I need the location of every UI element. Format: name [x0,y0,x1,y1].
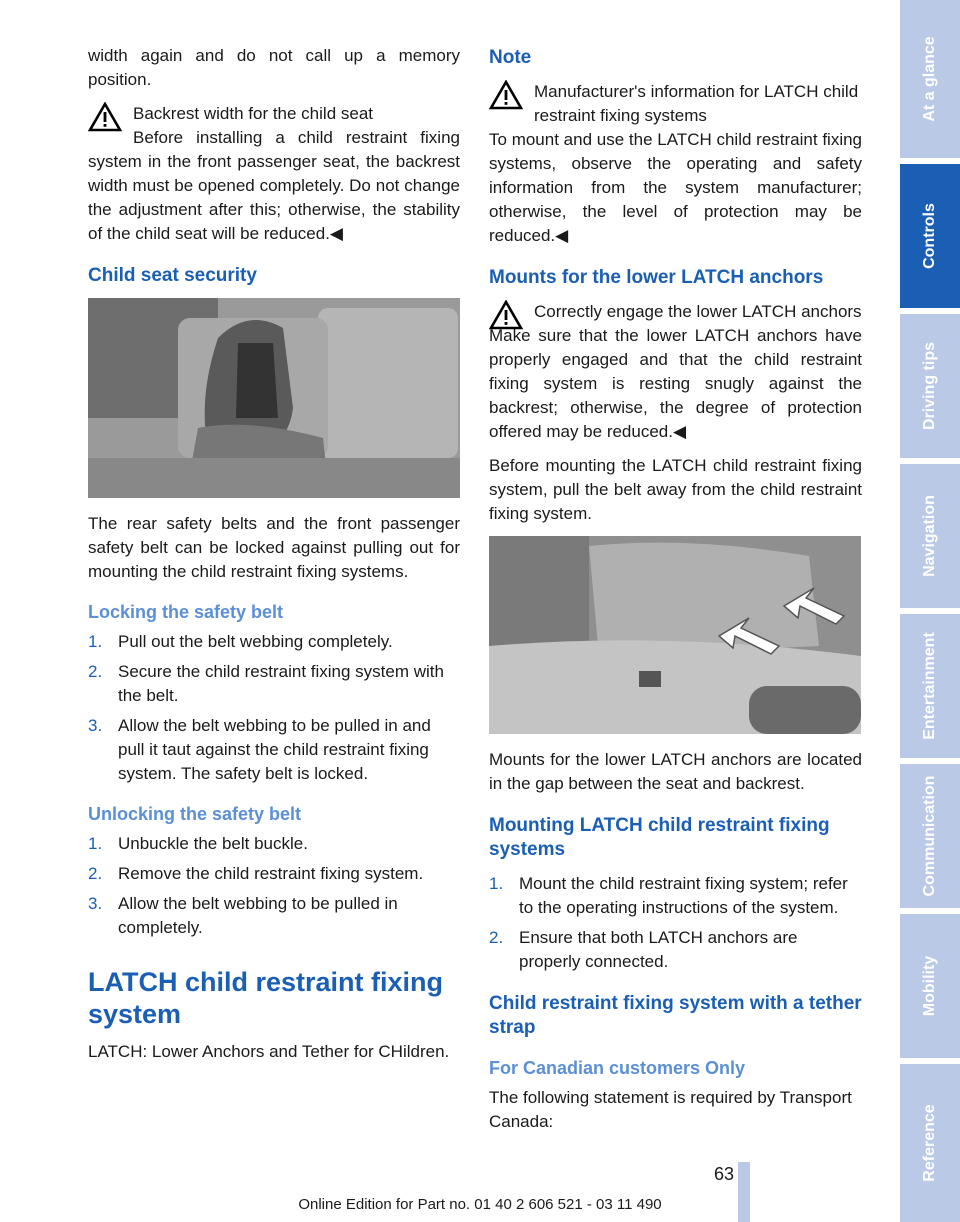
latch-mounts-photo [489,536,861,734]
warning-manufacturer [489,80,862,248]
heading-mounting-latch: Mounting LATCH child restraint fixing systems [489,815,830,860]
tab-entertainment[interactable]: Entertainment [900,614,960,758]
warning-backrest [88,102,460,246]
latch-definition: LATCH: Lower Anchors and Tether for CHildren. [88,1042,450,1061]
mounting-steps [489,872,862,974]
tab-navigation[interactable]: Navigation [900,464,960,608]
before-mounting-text: Before mounting the LATCH child restraint fixing system, pull the belt away from the child restraint fixing system. [489,456,862,523]
warning-icon [489,300,523,330]
left-column [88,44,460,1074]
tab-reference[interactable]: Reference [900,1064,960,1222]
page-number: 63 [713,1164,734,1184]
list-item: 1. Mount the child restraint fixing system; refer to the operating instructions of the system. [489,874,848,917]
locking-steps [88,630,460,786]
list-item: 2. Secure the child restraint fixing system with the belt. [88,662,444,705]
chapter-sidebar [900,0,960,1222]
page-marker-bar [738,1162,750,1222]
footer-text: Online Edition for Part no. 01 40 2 606 521 - 03 11 490 [298,1196,662,1213]
warning-icon [88,102,122,132]
list-item: 1. Unbuckle the belt buckle. [88,834,308,853]
warning-title: Manufacturer's information for LATCH child restraint fixing systems [534,82,859,125]
heading-canadian-customers: For Canadian customers Only [489,1058,746,1078]
child-seat-photo [88,298,460,498]
list-item: 2. Ensure that both LATCH anchors are properly connected. [489,928,798,971]
mounts-located-text: Mounts for the lower LATCH anchors are located in the gap between the seat and backrest. [489,750,862,793]
warning-icon [489,80,523,110]
tab-mobility[interactable]: Mobility [900,914,960,1058]
list-item: 1. Pull out the belt webbing completely. [88,632,393,651]
warning-title: Correctly engage the lower LATCH anchors [534,302,862,321]
warning-body: To mount and use the LATCH child restraint fixing systems, observe the operating and safety information from the system manufacturer; otherwise, the level of protection may be reduced.◀ [489,130,862,245]
heading-latch-system: LATCH child restraint fixing system [88,967,444,1029]
tab-driving-tips[interactable]: Driving tips [900,314,960,458]
tab-at-a-glance[interactable]: At a glance [900,0,960,158]
warning-body: Before installing a child restraint fixing system in the front passenger seat, the backrest width must be opened completely. Do not change the adjustment after this; otherwise, the stability of the child seat will be reduced.◀ [88,128,460,243]
intro-text: width again and do not call up a memory position. [88,46,460,89]
list-item: 3. Allow the belt webbing to be pulled in and pull it taut against the child restraint fixing system. The safety belt is locked. [88,716,431,783]
unlocking-steps [88,832,460,940]
heading-locking-belt: Locking the safety belt [88,602,284,622]
heading-child-seat-security: Child seat security [88,265,257,286]
tab-communication[interactable]: Communication [900,764,960,908]
list-item: 2. Remove the child restraint fixing system. [88,864,424,883]
heading-tether-strap: Child restraint fixing system with a tether strap [489,993,862,1038]
heading-mounts-lower-anchors: Mounts for the lower LATCH anchors [489,267,824,288]
warning-engage-anchors [489,300,862,444]
child-seat-illustration [88,298,460,498]
heading-note: Note [489,47,532,68]
warning-body: Make sure that the lower LATCH anchors have properly engaged and that the child restraint fixing system is resting snugly against the backrest; otherwise, the degree of protection offered may be reduced.◀ [489,326,862,441]
statement-text: The following statement is required by Transport Canada: [489,1088,852,1131]
heading-unlocking-belt: Unlocking the safety belt [88,804,302,824]
rear-belts-text: The rear safety belts and the front passenger safety belt can be locked against pulling out for mounting the child restraint fixing systems. [88,514,460,581]
latch-mounts-illustration [489,536,861,734]
list-item: 3. Allow the belt webbing to be pulled in completely. [88,894,398,937]
right-column [489,44,862,1144]
warning-title: Backrest width for the child seat [133,104,374,123]
tab-controls[interactable]: Controls [900,164,960,308]
